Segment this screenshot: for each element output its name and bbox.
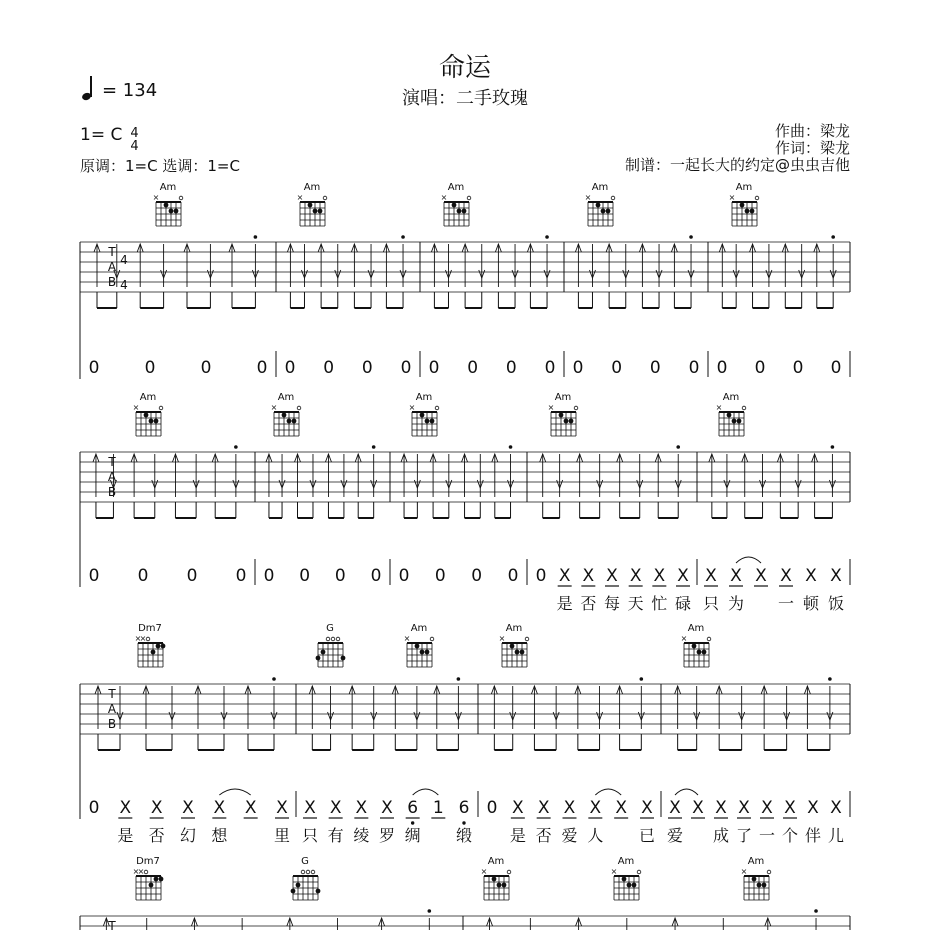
jianpu-note: X (213, 798, 226, 818)
open-string-mark (755, 196, 759, 200)
finger-dot (745, 209, 750, 214)
open-string-mark (336, 637, 340, 641)
jianpu-note: 0 (323, 358, 335, 378)
finger-dot (420, 413, 425, 418)
muted-string-mark: × (740, 867, 748, 876)
jianpu-note: X (537, 798, 550, 818)
time-signature-bottom: 4 (130, 139, 139, 154)
finger-dot (282, 413, 287, 418)
chord-name: Am (735, 182, 753, 193)
chord-name: Am (747, 856, 765, 867)
lyric-char: 否 (148, 826, 165, 845)
jianpu-note: 0 (88, 566, 100, 586)
jianpu-note: 0 (256, 358, 268, 378)
finger-dot (164, 203, 169, 208)
finger-dot (452, 203, 457, 208)
open-string-mark (742, 406, 746, 410)
jianpu-note: 0 (400, 358, 412, 378)
muted-string-mark: × (610, 867, 618, 876)
lyric-char: 爱 (561, 826, 578, 845)
finger-dot (732, 419, 737, 424)
finger-dot (601, 209, 606, 214)
chord-name: G (326, 623, 334, 634)
lyric-char: 否 (580, 594, 597, 613)
finger-dot (737, 419, 742, 424)
tab-time-sig-bottom: 4 (120, 278, 128, 292)
muted-string-mark: × (715, 403, 723, 412)
muted-string-mark: × (408, 403, 416, 412)
lyric-char: 每 (603, 594, 621, 613)
tempo-value: = 134 (102, 80, 158, 101)
open-string-mark (301, 870, 305, 874)
muted-string-mark: × (132, 403, 140, 412)
jianpu-note: X (755, 566, 767, 586)
chord-name: Am (303, 182, 321, 193)
jianpu-note: X (629, 566, 642, 586)
jianpu-note: X (304, 798, 316, 818)
finger-dot (174, 209, 179, 214)
chord-name: Am (410, 623, 428, 634)
tab-clef-letter-a: A (107, 260, 117, 274)
jianpu-note: X (512, 798, 524, 818)
composer-credit: 作曲：梁龙 (774, 122, 850, 140)
finger-dot (762, 883, 767, 888)
jianpu-note: X (355, 798, 368, 818)
finger-dot (308, 203, 313, 208)
jianpu-note: X (244, 798, 257, 818)
slur-mark (736, 557, 761, 563)
jianpu-note: X (715, 798, 727, 818)
jianpu-note: X (558, 566, 571, 586)
song-title: 命运 (438, 53, 491, 83)
jianpu-note: 0 (186, 566, 198, 586)
finger-dot (510, 644, 515, 649)
muted-string-mark: × (152, 193, 160, 202)
jianpu-note: 0 (299, 566, 311, 586)
muted-string-mark: × (584, 193, 592, 202)
finger-dot (757, 883, 762, 888)
muted-string-mark: × (440, 193, 448, 202)
finger-dot (702, 650, 707, 655)
jianpu-note: X (730, 566, 742, 586)
muted-string-mark: × (498, 634, 506, 643)
jianpu-note: X (830, 566, 842, 586)
muted-string-mark: × (134, 634, 142, 643)
jianpu-note: 0 (398, 566, 410, 586)
finger-dot (515, 650, 520, 655)
muted-string-mark: × (137, 867, 145, 876)
accent-dot (545, 235, 549, 239)
finger-dot (420, 650, 425, 655)
chord-name: Am (159, 182, 177, 193)
open-string-mark (159, 406, 163, 410)
finger-dot (321, 650, 326, 655)
finger-dot (425, 419, 430, 424)
lyric-char: 是 (117, 826, 134, 845)
accent-dot (254, 235, 258, 239)
open-string-mark (707, 637, 711, 641)
chord-name: Am (687, 623, 705, 634)
finger-dot (627, 883, 632, 888)
slur-mark (675, 789, 698, 795)
finger-dot (415, 644, 420, 649)
muted-string-mark: × (728, 193, 736, 202)
jianpu-note: X (692, 798, 704, 818)
finger-dot (149, 419, 154, 424)
lyric-char: 有 (327, 826, 344, 845)
jianpu-note: 0 (505, 358, 517, 378)
finger-dot (159, 877, 164, 882)
lyric-char: 爱 (666, 826, 684, 845)
chord-name: Am (505, 623, 523, 634)
finger-dot (154, 419, 159, 424)
finger-dot (606, 209, 611, 214)
original-key-line: 原调：1=C 选调：1=C (80, 157, 240, 175)
chord-name: G (301, 856, 309, 867)
chord-name: Am (617, 856, 635, 867)
lyric-char: 为 (727, 594, 745, 613)
lyric-char: 顿 (802, 594, 820, 613)
jianpu-note: X (784, 798, 796, 818)
chord-name: Am (487, 856, 505, 867)
jianpu-note: 0 (137, 566, 149, 586)
jianpu-note: 0 (263, 566, 275, 586)
lyric-char: 了 (735, 826, 753, 845)
finger-dot (296, 883, 301, 888)
lyric-char: 儿 (827, 826, 845, 845)
jianpu-note: 0 (535, 566, 547, 586)
lyric-char: 人 (587, 826, 604, 845)
chord-name: Am (415, 392, 433, 403)
jianpu-note: X (615, 798, 627, 818)
finger-dot (161, 644, 166, 649)
finger-dot (169, 209, 174, 214)
finger-dot (569, 419, 574, 424)
lyric-char: 只 (301, 826, 319, 845)
open-string-mark (525, 637, 529, 641)
octave-dot (462, 821, 465, 824)
jianpu-note: 0 (716, 358, 728, 378)
finger-dot (622, 877, 627, 882)
time-signature-top: 4 (130, 126, 139, 141)
accent-dot (828, 677, 832, 681)
lyric-char: 天 (627, 594, 644, 613)
open-string-mark (179, 196, 183, 200)
tab-time-sig-top: 4 (120, 253, 128, 267)
jianpu-note: X (150, 798, 163, 818)
finger-dot (341, 656, 346, 661)
jianpu-note: X (807, 798, 819, 818)
open-string-mark (297, 406, 301, 410)
jianpu-note: X (761, 798, 773, 818)
lyricist-credit: 作词：梁龙 (774, 139, 850, 157)
finger-dot (291, 889, 296, 894)
finger-dot (697, 650, 702, 655)
finger-dot (318, 209, 323, 214)
finger-dot (154, 877, 159, 882)
lyric-char: 一 (777, 594, 795, 613)
lyric-char: 幻 (179, 826, 197, 845)
jianpu-note: 6 (458, 798, 470, 818)
jianpu-note: 0 (334, 566, 346, 586)
finger-dot (559, 413, 564, 418)
jianpu-note: 0 (754, 358, 766, 378)
lyric-char: 个 (781, 826, 799, 845)
tab-clef-letter-t: T (108, 919, 116, 930)
lyric-char: 碌 (674, 594, 692, 613)
jianpu-note: X (830, 798, 842, 818)
jianpu-note: X (563, 798, 576, 818)
finger-dot (156, 644, 161, 649)
lyric-char: 忙 (651, 594, 668, 613)
jianpu-note: 0 (792, 358, 804, 378)
finger-dot (149, 883, 154, 888)
lyric-char: 否 (535, 826, 552, 845)
muted-string-mark: × (270, 403, 278, 412)
accent-dot (814, 909, 818, 913)
tab-clef-letter-t: T (108, 245, 116, 259)
chord-name: Am (722, 392, 740, 403)
finger-dot (727, 413, 732, 418)
lyric-char: 成 (712, 826, 730, 845)
jianpu-note: X (381, 798, 393, 818)
muted-string-mark: × (547, 403, 555, 412)
jianpu-note: X (641, 798, 653, 818)
finger-dot (425, 650, 430, 655)
jianpu-note: X (653, 566, 666, 586)
open-string-mark (331, 637, 335, 641)
chord-name: Am (591, 182, 609, 193)
jianpu-note: 0 (467, 358, 479, 378)
finger-dot (316, 656, 321, 661)
slur-mark (219, 789, 250, 795)
lyric-char: 想 (211, 826, 228, 845)
jianpu-note: 1 (432, 798, 444, 818)
jianpu-note: X (677, 566, 689, 586)
chord-name: Dm7 (138, 623, 162, 634)
open-string-mark (507, 870, 511, 874)
octave-dot (411, 821, 414, 824)
lyric-char: 罗 (378, 826, 396, 845)
slur-mark (413, 789, 439, 795)
open-string-mark (146, 637, 150, 641)
tab-clef-letter-b: B (107, 275, 117, 289)
finger-dot (492, 877, 497, 882)
finger-dot (430, 419, 435, 424)
muted-string-mark: × (480, 867, 488, 876)
jianpu-note: 0 (361, 358, 373, 378)
jianpu-note: X (589, 798, 602, 818)
finger-dot (750, 209, 755, 214)
open-string-mark (323, 196, 327, 200)
tab-clef-letter-t: T (108, 687, 116, 701)
jianpu-note: X (276, 798, 288, 818)
chord-name: Am (447, 182, 465, 193)
muted-string-mark: × (296, 193, 304, 202)
open-string-mark (611, 196, 615, 200)
chord-name: Dm7 (136, 856, 160, 867)
jianpu-note: X (805, 566, 817, 586)
jianpu-note: 0 (428, 358, 440, 378)
jianpu-note: 0 (649, 358, 661, 378)
finger-dot (520, 650, 525, 655)
accent-dot (689, 235, 693, 239)
finger-dot (596, 203, 601, 208)
accent-dot (831, 235, 835, 239)
open-string-mark (574, 406, 578, 410)
jianpu-note: 0 (830, 358, 842, 378)
system-3 (80, 623, 850, 845)
open-string-mark (435, 406, 439, 410)
accent-dot (372, 445, 376, 449)
finger-dot (632, 883, 637, 888)
accent-dot (676, 445, 680, 449)
tab-clef-letter-a: A (107, 470, 117, 484)
finger-dot (313, 209, 318, 214)
finger-dot (564, 419, 569, 424)
lyric-char: 是 (556, 594, 573, 613)
jianpu-note: 0 (486, 798, 498, 818)
system-1 (80, 182, 850, 379)
lyric-char: 一 (758, 826, 776, 845)
lyric-char: 里 (273, 826, 291, 845)
lyric-char: 伴 (804, 826, 822, 845)
accent-dot (457, 677, 461, 681)
lyric-char: 已 (638, 826, 656, 845)
tab-clef-letter-a: A (107, 702, 117, 716)
slur-mark (595, 789, 621, 795)
accent-dot (831, 445, 835, 449)
accent-dot (509, 445, 513, 449)
open-string-mark (637, 870, 641, 874)
finger-dot (497, 883, 502, 888)
finger-dot (740, 203, 745, 208)
accent-dot (234, 445, 238, 449)
jianpu-note: 0 (507, 566, 519, 586)
jianpu-note: 0 (434, 566, 446, 586)
arranger-credit: 制谱：一起长大的约定@虫虫吉他 (624, 156, 850, 174)
jianpu-note: X (182, 798, 194, 818)
open-string-mark (311, 870, 315, 874)
tab-clef-letter-b: B (107, 485, 117, 499)
open-string-mark (430, 637, 434, 641)
jianpu-note: X (582, 566, 595, 586)
lyric-char: 缎 (455, 826, 473, 845)
muted-string-mark: × (132, 867, 140, 876)
finger-dot (462, 209, 467, 214)
jianpu-note: 0 (572, 358, 584, 378)
finger-dot (144, 413, 149, 418)
accent-dot (272, 677, 276, 681)
jianpu-note: 0 (235, 566, 247, 586)
accent-dot (640, 677, 644, 681)
finger-dot (316, 889, 321, 894)
open-string-mark (767, 870, 771, 874)
jianpu-note: X (669, 798, 681, 818)
key-label: 1= C (80, 125, 123, 145)
chord-name: Am (139, 392, 157, 403)
jianpu-note: 0 (544, 358, 556, 378)
chord-name: Am (277, 392, 295, 403)
jianpu-note: 0 (144, 358, 156, 378)
system-2 (80, 392, 850, 613)
muted-string-mark: × (403, 634, 411, 643)
lyric-char: 饭 (827, 594, 845, 613)
chord-name: Am (554, 392, 572, 403)
jianpu-note: 0 (284, 358, 296, 378)
finger-dot (287, 419, 292, 424)
open-string-mark (326, 637, 330, 641)
jianpu-note: 0 (370, 566, 382, 586)
finger-dot (151, 650, 156, 655)
muted-string-mark: × (680, 634, 688, 643)
jianpu-note: 0 (200, 358, 212, 378)
finger-dot (502, 883, 507, 888)
lyric-char: 绫 (353, 826, 370, 845)
singer-line: 演唱：二手玫瑰 (402, 88, 528, 109)
jianpu-note: X (329, 798, 342, 818)
finger-dot (692, 644, 697, 649)
jianpu-note: 0 (88, 798, 100, 818)
jianpu-note: 0 (611, 358, 623, 378)
finger-dot (752, 877, 757, 882)
lyric-char: 是 (509, 826, 526, 845)
jianpu-note: X (738, 798, 750, 818)
muted-string-mark: × (139, 634, 147, 643)
open-string-mark (144, 870, 148, 874)
finger-dot (457, 209, 462, 214)
lyric-char: 绸 (404, 826, 421, 845)
system-4 (80, 856, 850, 930)
jianpu-note: 6 (407, 798, 419, 818)
jianpu-note: X (780, 566, 792, 586)
jianpu-note: 0 (88, 358, 100, 378)
jianpu-note: X (119, 798, 132, 818)
jianpu-note: X (606, 566, 618, 586)
accent-dot (428, 909, 432, 913)
accent-dot (401, 235, 405, 239)
tab-clef-letter-b: B (107, 717, 117, 731)
jianpu-note: 0 (688, 358, 700, 378)
open-string-mark (306, 870, 310, 874)
jianpu-note: 0 (471, 566, 483, 586)
open-string-mark (467, 196, 471, 200)
finger-dot (292, 419, 297, 424)
jianpu-note: X (705, 566, 717, 586)
lyric-char: 只 (702, 594, 720, 613)
tab-clef-letter-t: T (108, 455, 116, 469)
